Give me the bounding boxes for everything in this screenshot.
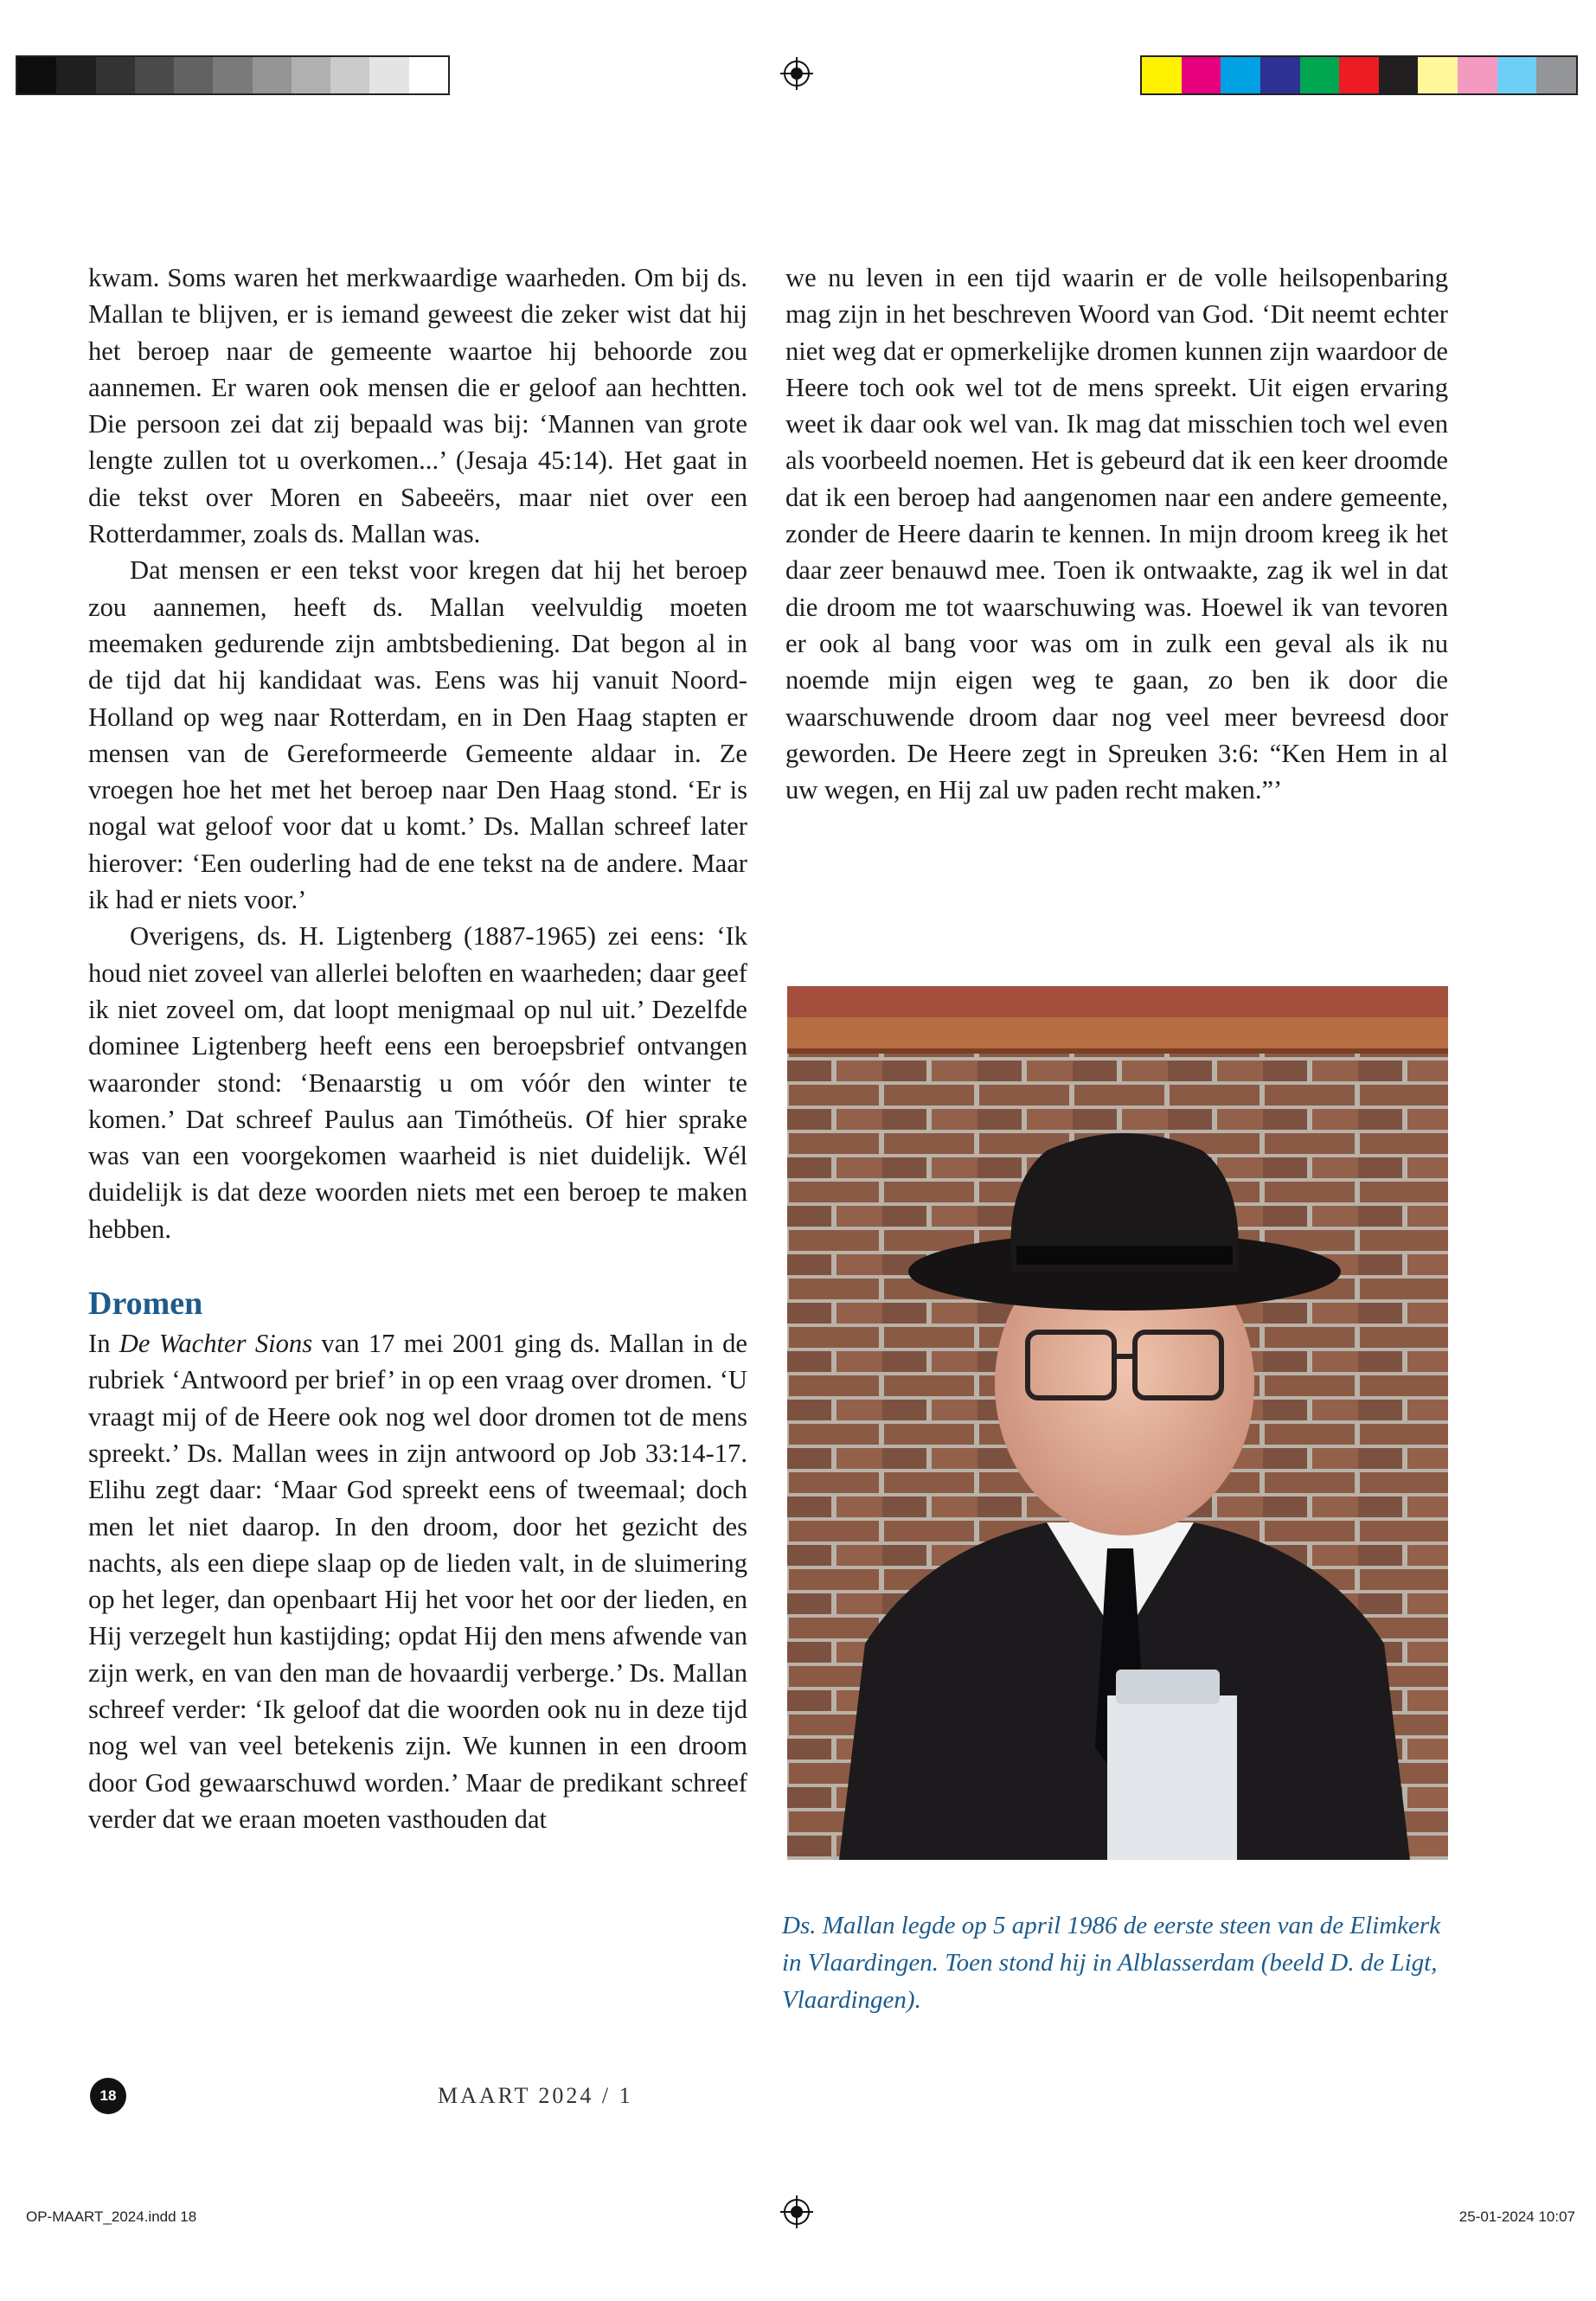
slug-timestamp: 25-01-2024 10:07 (1458, 2208, 1575, 2225)
registration-mark-icon (780, 2195, 813, 2228)
photo-caption: Ds. Mallan legde op 5 april 1986 de eerste steen van de Elimkerk in Vlaardingen. Toen stond hij in Alblasserdam (beeld D. de Ligt, Vlaardingen). (782, 1912, 1441, 2014)
paragraph: Overigens, ds. H. Ligtenberg (1887-1965) zei eens: ‘Ik houd niet zoveel van allerlei beloften en waarheden; daar geef ik niet zoveel om, dat loopt menigmaal op nul uit.’ Dezelfde dominee Ligtenberg heeft eens een beroepsbrief ontvangen waaronder stond: ‘Benaarstig u om vóór den winter te komen.’ Dat schreef Paulus aan Timótheüs. Of hier sprake was van een voorgekomen waarheid is niet duidelijk. Wél duidelijk is dat deze woorden niets met een beroep te maken hebben. (88, 921, 747, 1244)
registration-mark-icon (780, 57, 813, 90)
right-text-column (785, 260, 1448, 808)
publication-title: De Wachter Sions (119, 1329, 313, 1359)
issue-label: MAART 2024 / 1 (438, 2083, 633, 2108)
paragraph: Dat mensen er een tekst voor kregen dat hij het beroep zou aannemen, heeft ds. Mallan veelvuldig moeten meemaken gedurende zijn ambtsbediening. Dat begon al in de tijd dat hij kandidaat was. Eens was hij vanuit Noord-Holland op weg naar Rotterdam, en in Den Haag stapten er mensen van de Gereformeerde Gemeente aldaar in. Ze vroegen hoe het met het beroep naar Den Haag stond. ‘Er is nogal wat geloof voor dat u komt.’ Ds. Mallan schreef later hierover: ‘Een ouderling had de ene tekst na de andere. Maar ik had er niets voor.’ (88, 555, 747, 915)
slug-file-name: OP-MAART_2024.indd 18 (26, 2208, 197, 2225)
photo-ds-mallan (787, 986, 1448, 1860)
paragraph: we nu leven in een tijd waarin er de volle heilsopenbaring mag zijn in het beschreven Woord van God. ‘Dit neemt echter niet weg dat er opmerkelijke dromen kunnen zijn waardoor de Heere toch ook wel tot de mens spreekt. Uit eigen ervaring weet ik daar ook wel van. Ik mag dat misschien toch wel even als voorbeeld noemen. Het is gebeurd dat ik een keer droomde dat ik een beroep had aangenomen naar een andere gemeente, zonder de Heere daarin te kennen. In mijn droom kreeg ik het daar zeer benauwd mee. Toen ik ontwaakte, zag ik wel in dat die droom me tot waarschuwing was. Hoewel ik van tevoren er ook al bang voor was om in zulk een geval als ik nu noemde mijn eigen weg te gaan, zo ben ik door die waarschuwende droom daar nog veel meer bevreesd door geworden. De Heere zegt in Spreuken 3:6: “Ken Hem in al uw wegen, en Hij zal uw paden recht maken.”’ (785, 263, 1448, 805)
paragraph: kwam. Soms waren het merkwaardige waarheden. Om bij ds. Mallan te blijven, er is iemand geweest die zeker wist dat hij het beroep naar de gemeente waartoe hij behoorde zou aannemen. Er waren ook mensen die er geloof aan hechtten. Die persoon zei dat zij bepaald was bij: ‘Mannen van grote lengte zullen tot u overkomen...’ (Jesaja 45:14). Het gaat in die tekst over Moren en Sabeeërs, maar niet over een Rotterdammer, zoals ds. Mallan was. (88, 263, 747, 549)
color-calibration-bar (1140, 55, 1578, 95)
left-text-column (88, 260, 747, 1837)
page-number-badge: 18 (90, 2078, 126, 2114)
paragraph-dromen: In De Wachter Sions van 17 mei 2001 ging ds. Mallan in de rubriek ‘Antwoord per brief’ in op een vraag over dromen. ‘U vraagt mij of de Heere ook nog wel door dromen tot de mens spreekt.’ Ds. Mallan wees in zijn antwoord op Job 33:14-17. Elihu zegt daar: ‘Maar God spreekt eens of tweemaal; doch men let niet daarop. In den droom, door het gezicht des nachts, als een diepe slaap op de lieden valt, in de sluimering op het leger, dan openbaart Hij het voor het oor der lieden, en Hij verzegelt hun kastijding; opdat Hij den mens afwende van zijn werk, en van den man de hovaardij verberge.’ Ds. Mallan schreef verder: ‘Ik geloof dat die woorden ook nu in deze tijd nog wel van veel betekenis zijn. We kunnen in een droom door God gewaarschuwd worden.’ Maar de predikant schreef verder dat we eraan moeten vasthouden dat (88, 1329, 747, 1834)
grayscale-calibration-bar (16, 55, 450, 95)
section-heading-dromen: Dromen (88, 1285, 203, 1323)
